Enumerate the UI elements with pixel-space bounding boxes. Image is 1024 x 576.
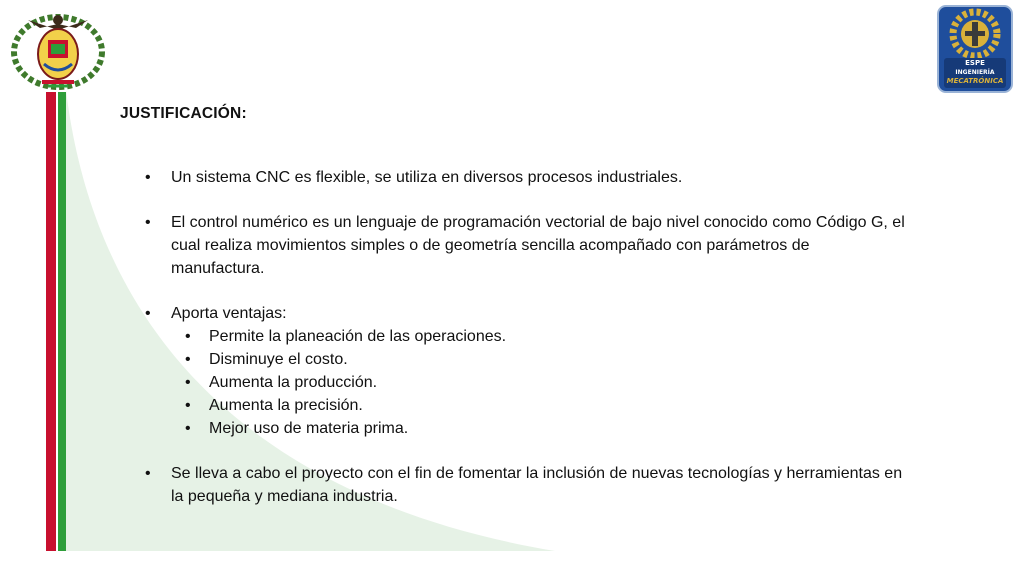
bullet-dot: •: [145, 169, 151, 186]
bullet-text: Un sistema CNC es flexible, se utiliza en diversos procesos industriales.: [171, 169, 683, 186]
badge-text: [944, 59, 1006, 86]
sub-bullet-item: [145, 417, 905, 440]
sub-bullet-item: [145, 394, 905, 417]
bullet-dot: •: [185, 351, 191, 368]
coat-of-arms-icon: [8, 6, 108, 90]
sub-bullet-text: Permite la planeación de las operaciones.: [209, 328, 507, 345]
sub-bullet-text: Disminuye el costo.: [209, 351, 348, 368]
bullet-text: Aporta ventajas:: [171, 305, 287, 322]
bullet-list: [145, 166, 905, 508]
sub-bullet-text: Aumenta la precisión.: [209, 397, 363, 414]
bullet-item: [145, 462, 905, 508]
sub-bullet-item: [145, 371, 905, 394]
bullet-item: [145, 166, 905, 189]
bullet-dot: •: [185, 328, 191, 345]
badge-line-espe: ESPE: [965, 59, 985, 67]
slide-title: JUSTIFICACIÓN:: [120, 105, 247, 122]
red-stripe: [46, 92, 56, 551]
badge-line-ingenieria: INGENIERÍA: [955, 69, 995, 76]
bullet-item: [145, 302, 905, 325]
green-stripe: [58, 92, 66, 551]
bullet-item: [145, 211, 905, 280]
bullet-dot: •: [185, 397, 191, 414]
badge-line-mecatronica: MECATRÓNICA: [946, 77, 1004, 85]
sub-bullet-item: [145, 348, 905, 371]
bullet-text: Se lleva a cabo el proyecto con el fin de fomentar la inclusión de nuevas tecnologías y herramientas en la pequeña y mediana industria.: [171, 465, 903, 505]
bullet-dot: •: [145, 465, 151, 482]
sub-bullet-item: [145, 325, 905, 348]
bullet-dot: •: [145, 305, 151, 322]
bullet-text: El control numérico es un lenguaje de programación vectorial de bajo nivel conocido como Código G, el cual realiza movimientos simples o de geometría sencilla acompañado con parámetros de manufactura.: [171, 214, 905, 277]
bullet-dot: •: [145, 214, 151, 231]
sub-bullet-text: Mejor uso de materia prima.: [209, 420, 409, 437]
bullet-dot: •: [185, 420, 191, 437]
sub-bullet-text: Aumenta la producción.: [209, 374, 378, 391]
bullet-dot: •: [185, 374, 191, 391]
